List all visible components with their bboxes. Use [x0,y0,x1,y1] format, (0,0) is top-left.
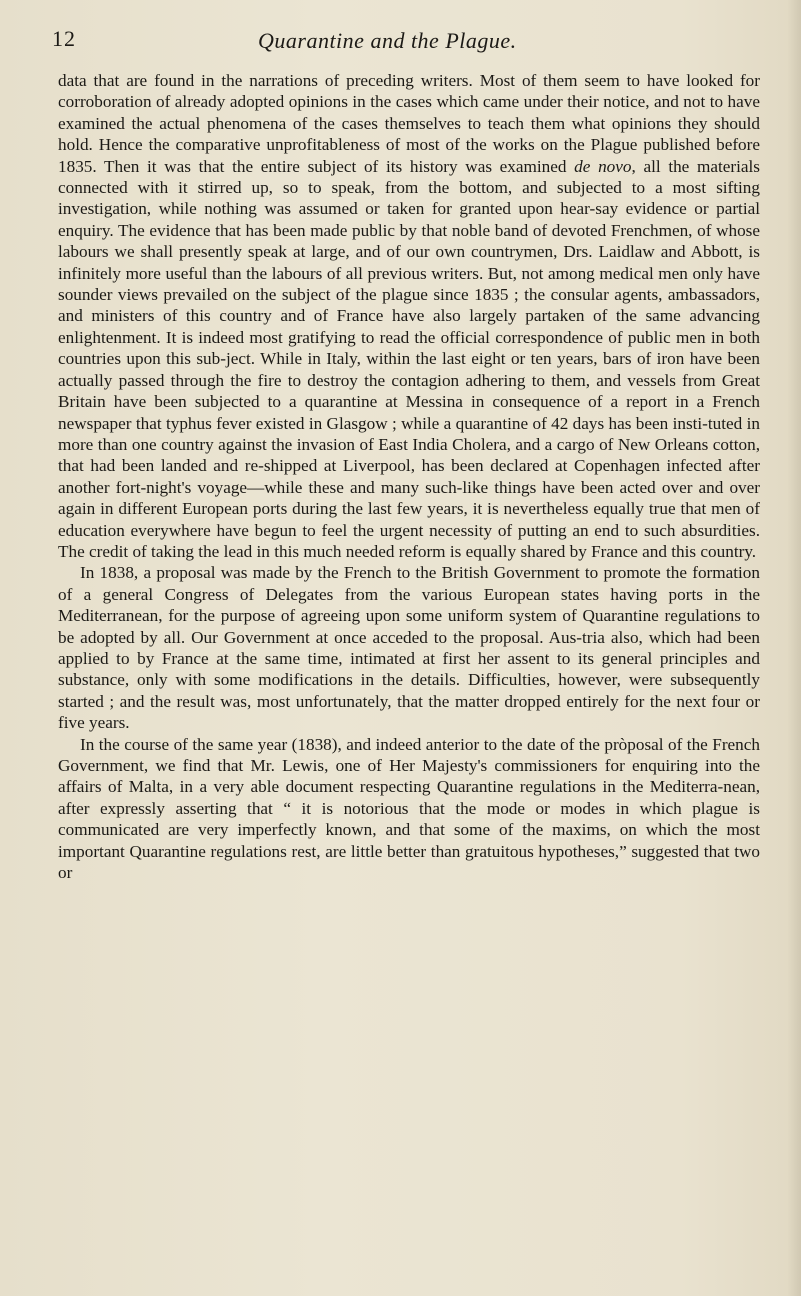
page-header [52,24,752,56]
paragraph-3-text: In the course of the same year (1838), and indeed anterior to the date of the pròposal of the French Government, we find that Mr. Lewis, one of Her Majesty's commissioners for enquiring into the affairs of Malta, in a very able document respecting Quarantine regulations in the Mediterra-nean, after expressly asserting that “ it is notorious that the mode or modes in which plague is communicated are very imperfectly known, and that some of the maxims, on which the most important Quarantine regulations rest, are little better than gratuitous hypotheses,” suggested that two or [58,734,760,883]
paragraph-1 [58,70,760,562]
page-number: 12 [52,26,76,51]
paragraph-3 [58,734,760,884]
paragraph-2 [58,562,760,733]
page-edge-shadow [787,0,801,1296]
paragraph-2-text: In 1838, a proposal was made by the French to the British Government to promote the formation of a general Congress of Delegates from the various European states having ports in the Mediterranean, for the purpose of agreeing upon some uniform system of Quarantine regulations to be adopted by all. Our Government at once acceded to the proposal. Aus-tria also, which had been applied to by France at the same time, intimated at first her assent to its general principles and substance, only with some modifications in the details. Difficulties, however, were subsequently started ; and the result was, most unfortunately, that the matter dropped entirely for the next four or five years. [58,563,760,733]
paragraph-1-text-a: data that are found in the narrations of preceding writers. Most of them seem to have looked for corroboration of already adopted opinions in the cases which came under their notice, and not to have examined the actual phenomena of the cases themselves to teach them what opinions they should hold. Hence the comparative unprofitableness of most of the works on the Plague published before 1835. Then it was that the entire subject of its history was examined [58,71,760,176]
body-text [58,70,760,883]
paragraph-1-italic-de-novo: de novo [574,156,632,176]
paragraph-1-text-b: , all the materials connected with it stirred up, so to speak, from the bottom, and subjected to a most sifting investigation, while nothing was assumed or taken for granted upon hear-say evidence or partial enquiry. The evidence that has been made public by that noble band of devoted Frenchmen, of whose labours we shall presently speak at large, and of our own countrymen, Drs. Laidlaw and Abbott, is infinitely more useful than the labours of all previous writers. But, not among medical men only have sounder views prevailed on the subject of the plague since 1835 ; the consular agents, ambassadors, and ministers of this country and of France have also largely partaken of the same advancing enlightenment. It is indeed most gratifying to read the official correspondence of public men in both countries upon this sub-ject. While in Italy, within the last eight or ten years, bars of iron have been actually passed through the fire to destroy the contagion adhering to them, and vessels from Great Britain have been subjected to a quarantine at Messina in consequence of a report in a French newspaper that typhus fever existed in Glasgow ; while a quarantine of 42 days has been insti-tuted in more than one country against the invasion of East India Cholera, and a cargo of New Orleans cotton, that had been landed and re-shipped at Liverpool, has been declared at Copenhagen infected after another fort-night's voyage—while these and many such-like things have been acted over and over again in different European ports during the last few years, it is nevertheless equally true that men of education everywhere have begun to feel the urgent necessity of putting an end to such absurdities. The credit of taking the lead in this much needed reform is equally shared by France and this country. [58,156,760,561]
running-title: Quarantine and the Plague. [258,28,517,53]
